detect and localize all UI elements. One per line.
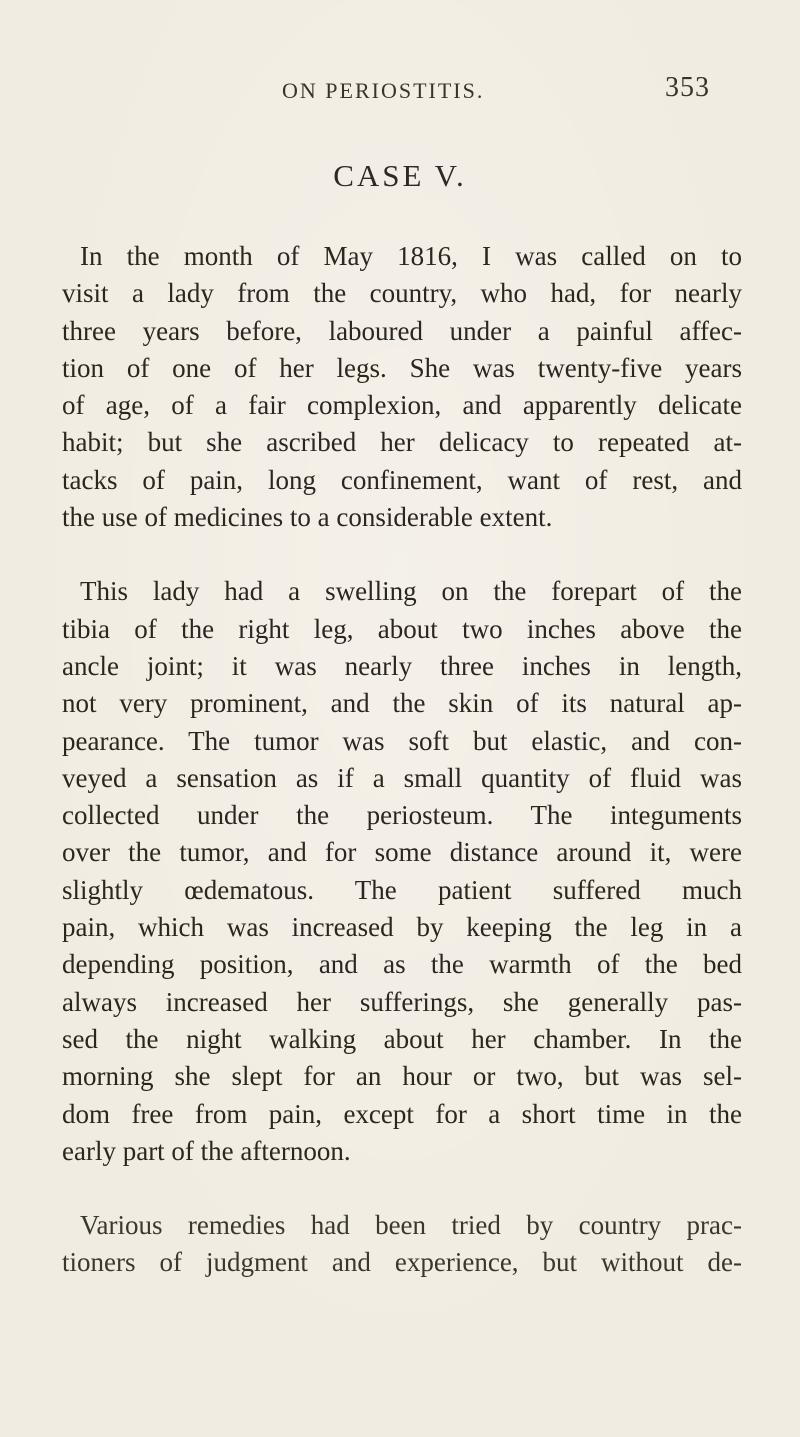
text-line: dom free from pain, except for a short time in the [62, 1098, 742, 1129]
text-line: tibia of the right leg, about two inches above the [62, 613, 742, 644]
text-line: collected under the periosteum. The integuments [62, 800, 742, 831]
case-heading: CASE V. [333, 158, 467, 193]
text-line: early part of the afternoon. [62, 1135, 351, 1166]
text-line: morning she slept for an hour or two, but was sel- [62, 1061, 742, 1092]
text-line: tacks of pain, long confinement, want of rest, and [62, 464, 742, 495]
text-line: depending position, and as the warmth of the bed [62, 949, 742, 980]
running-header [0, 72, 800, 112]
text-line: tioners of judgment and experience, but without de- [62, 1247, 742, 1278]
text-line: always increased her sufferings, she generally pas- [62, 986, 742, 1017]
text-line: over the tumor, and for some distance around it, were [62, 837, 742, 868]
text-line: visit a lady from the country, who had, for nearly [62, 278, 742, 309]
text-line: habit; but she ascribed her delicacy to repeated at- [62, 427, 742, 458]
text-line: Various remedies had been tried by country prac- [80, 1210, 742, 1241]
text-line: This lady had a swelling on the forepart of the [80, 576, 742, 607]
text-line: slightly œdematous. The patient suffered much [62, 874, 742, 905]
text-line: three years before, laboured under a painful affec- [62, 315, 742, 346]
paragraph-3 [62, 1207, 742, 1282]
text-line: pearance. The tumor was soft but elastic, and con- [62, 725, 742, 756]
text-line: tion of one of her legs. She was twenty-five years [62, 352, 742, 383]
text-line: not very prominent, and the skin of its natural ap- [62, 688, 742, 719]
text-line: ancle joint; it was nearly three inches in length, [62, 650, 742, 681]
text-line: In the month of May 1816, I was called on to [80, 241, 742, 271]
text-line: of age, of a fair complexion, and apparently delicate [62, 390, 742, 421]
page-number: 353 [665, 72, 710, 103]
text-line: the use of medicines to a considerable extent. [62, 502, 553, 533]
running-title: ON PERIOSTITIS. [282, 78, 485, 103]
text-line: pain, which was increased by keeping the leg in a [62, 912, 742, 943]
text-line: veyed a sensation as if a small quantity of fluid was [62, 762, 742, 793]
paragraph-2 [62, 573, 742, 1170]
body-text [62, 238, 742, 1282]
paragraph-1 [62, 238, 742, 536]
text-line: sed the night walking about her chamber. In the [62, 1023, 742, 1054]
